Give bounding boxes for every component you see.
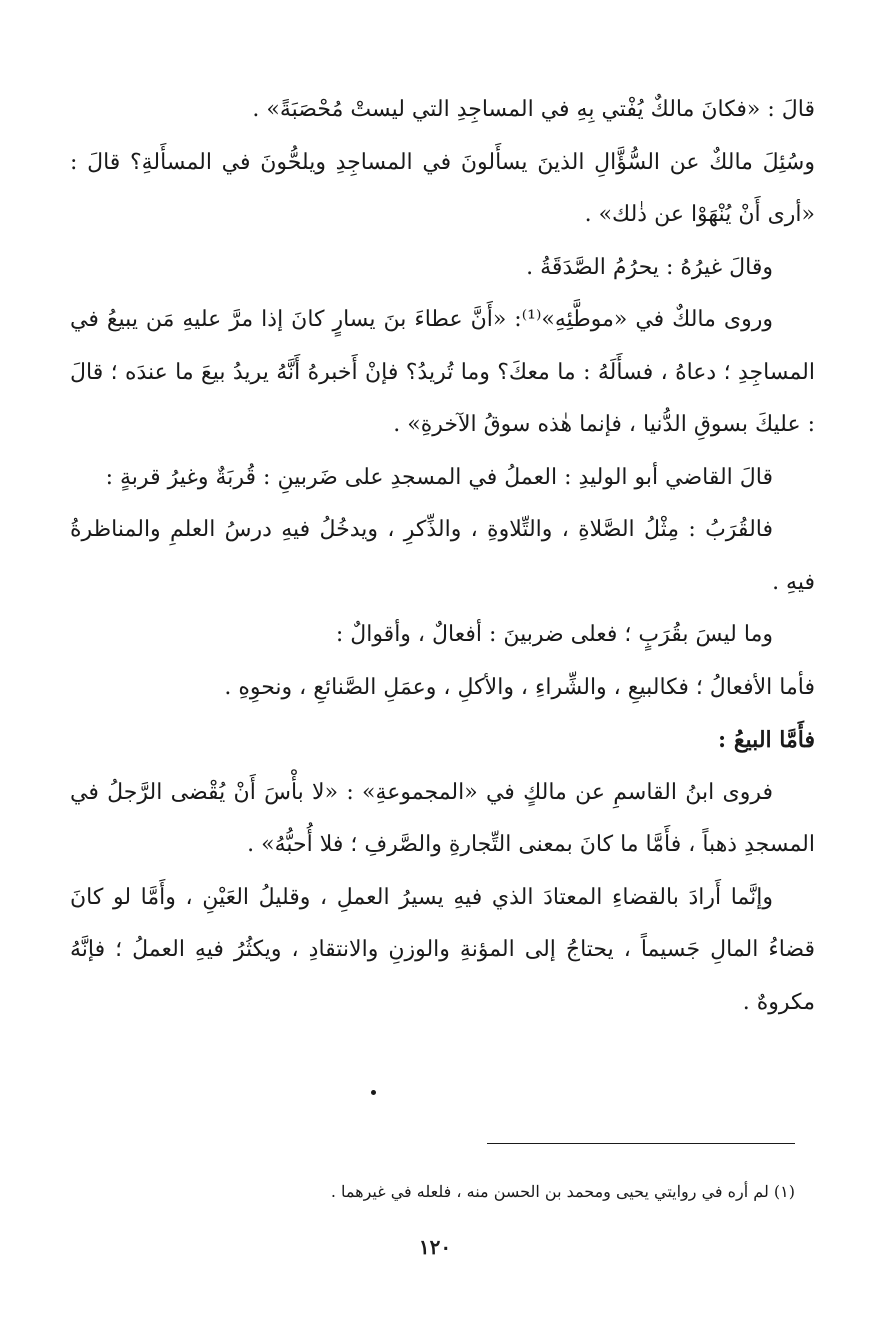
paragraph: فأما الأفعالُ ؛ فكالبيعِ ، والشِّراءِ ، والأكلِ ، وعمَلِ الصَّنائعِ ، ونحوِهِ . xyxy=(224,674,815,700)
main-text xyxy=(70,84,815,1029)
ink-dot xyxy=(371,1090,376,1095)
paragraph: وروى مالكٌ في «موطَّئِهِ»⁽¹⁾: «أَنَّ عطاءَ بنَ يسارٍ كانَ إذا مرَّ عليهِ مَن يبيعُ في المساجِدِ ؛ دعاهُ ، فسأَلَهُ : ما معكَ؟ وما تُريدُ؟ فإنْ أَخبرهُ أَنَّهُ يريدُ بيعَ ما عندَه ؛ قالَ : عليكَ بسوقِ الدُّنيا ، فإنما هٰذه سوقُ الآخرةِ» . xyxy=(70,307,815,437)
paragraph: وما ليسَ بقُرَبٍ ؛ فعلى ضربينَ : أفعالٌ ، وأقوالٌ : xyxy=(335,622,773,647)
paragraph: قالَ القاضي أبو الوليدِ : العملُ في المسجدِ على ضَربينِ : قُربَةٌ وغيرُ قربةٍ : xyxy=(105,464,773,490)
section-heading: فأَمَّا البيعُ : xyxy=(718,727,815,753)
page-number: ١٢٠ xyxy=(418,1235,452,1259)
footnote: (١) لم أره في روايتي يحيى ومحمد بن الحسن منه ، فلعله في غيرهما . xyxy=(330,1182,795,1201)
paragraph: وسُئِلَ مالكٌ عن السُّؤَّالِ الذينَ يسأَلونَ في المساجِدِ ويلحُّونَ في المسأَلةِ؟ قالَ : «أرى أَنْ يُنْهَوْا عن ذٰلك» . xyxy=(70,149,815,227)
paragraph: وإنَّما أَرادَ بالقضاءِ المعتادَ الذي فيهِ يسيرُ العملِ ، وقليلُ العَيْنِ ، وأَمَّا لو كانَ قضاءُ المالِ جَسيماً ، يحتاجُ إلى المؤنةِ والوزنِ والانتقادِ ، ويكثُرُ فيهِ العملُ ؛ فإنَّهُ مكروهٌ . xyxy=(70,884,815,1015)
paragraph: قالَ : «فكانَ مالكٌ يُفْتي بِهِ في المساجِدِ التي ليستْ مُحْصَبَةً» . xyxy=(252,97,815,122)
paragraph: وقالَ غيرُهُ : يحرُمُ الصَّدَقَةُ . xyxy=(526,254,773,280)
footnote-divider xyxy=(487,1143,795,1144)
paragraph: فروى ابنُ القاسمِ عن مالكٍ في «المجموعةِ» : «لا بأْسَ أَنْ يُقْضى الرَّجلُ في المسجدِ ذهباً ، فأَمَّا ما كانَ بمعنى التِّجارةِ والصَّرفِ ؛ فلا أُحبُّهُ» . xyxy=(70,779,815,857)
paragraph: فالقُرَبُ : مِثْلُ الصَّلاةِ ، والتِّلاوةِ ، والذِّكرِ ، ويدخُلُ فيهِ درسُ العلمِ والمناظرةُ فيهِ . xyxy=(70,517,815,595)
